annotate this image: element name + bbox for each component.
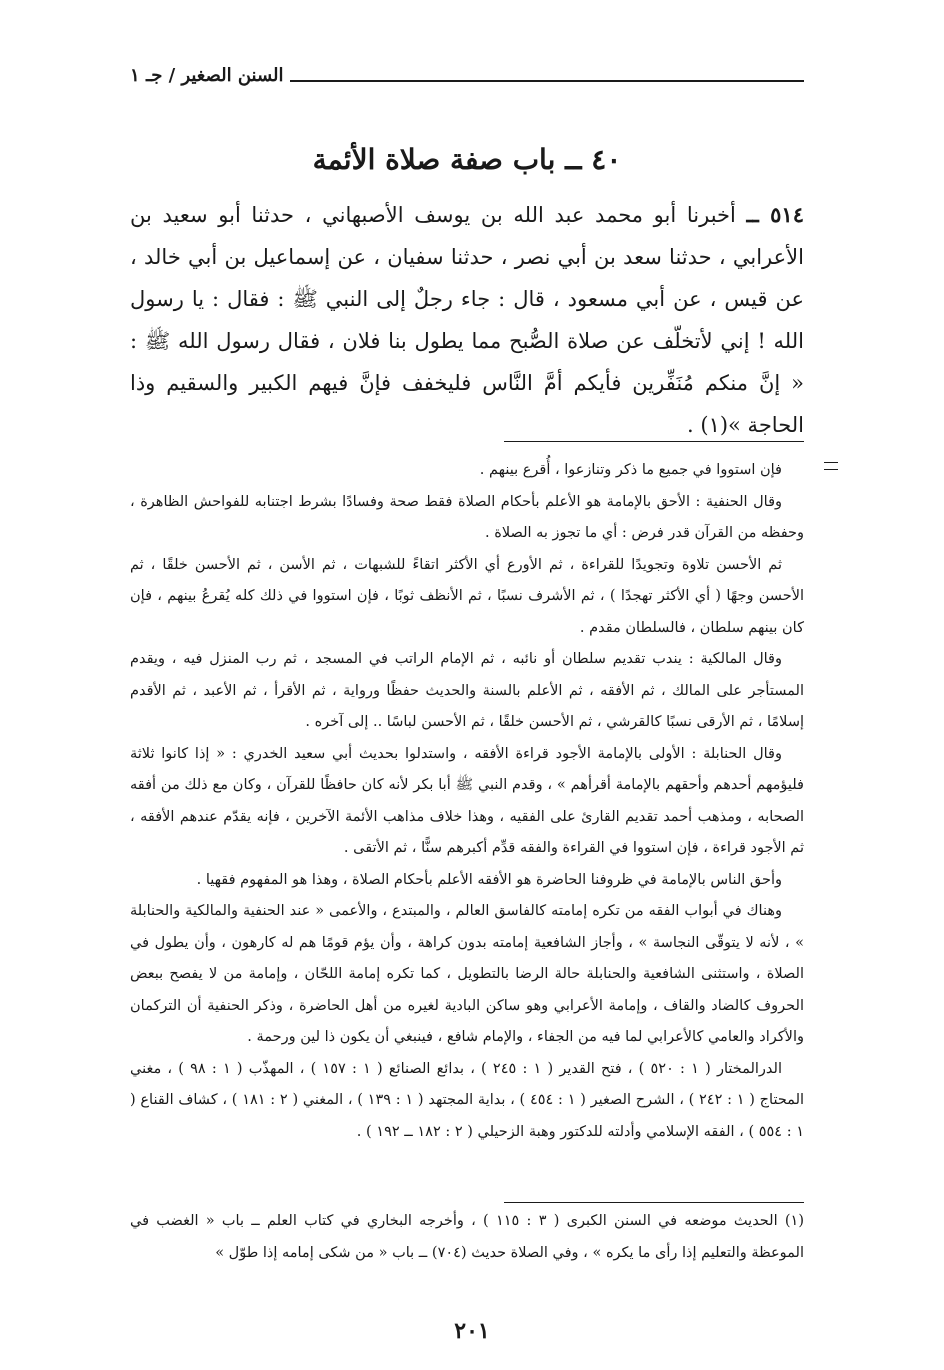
note-paragraph: وقال الحنابلة : الأولى بالإمامة الأجود قراءة الأفقه ، واستدلوا بحديث أبي سعيد الخدري : « إذا كانوا ثلاثة فليؤمهم أحدهم وأحقهم بالإمامة أقرأهم » ، وقدم النبي ﷺ أبا بكر لأنه كان حافظًا للقرآن ، وكان مع ذلك من أفقه الصحابه ، ومذهب أحمد تقديم القارئ على الفقيه ، وهذا خلاف مذاهب الأئمة الآخرين ، فإنه يقدّم عندهم الأفقه ، ثم الأجود قراءة ، فإن استووا في القراءة والفقه قدِّم أكبرهم سنًّا ، ثم الأتقى .	[130, 745, 804, 856]
footnote-block	[130, 1206, 804, 1269]
hadith-text-block	[130, 194, 804, 446]
running-header	[130, 62, 804, 86]
note-paragraph: وهناك في أبواب الفقه من تكره إمامته كالفاسق العالم ، والمبتدع ، والأعمى « عند الحنفية والمالكية والحنابلة » ، لأنه لا يتوقّى النجاسة » ، وأجاز الشافعية إمامته بدون كراهة ، وأن يؤم قومًا هم له كارهون ، وأن يطول في الصلاة ، واستثنى الشافعية والحنابلة حالة الرضا بالتطويل ، كما تكره إمامة اللحّان ، وإمامة من لا يفصح ببعض الحروف كالضاد والقاف ، وإمامة الأعرابي وهو ساكن البادية لغيره من أهل الحاضرة ، وذكر الحنفية أن التركمان والأكراد والعامي كالأعرابي لما فيه من الجفاء ، والإمام شافع ، فينبغي أن يكون ذا لين ورحمة .	[130, 903, 804, 1045]
hadith-number: ٥١٤ ــ	[746, 202, 804, 227]
footnote-divider	[504, 441, 804, 442]
running-title: السنن الصغير / جـ ١	[130, 65, 284, 86]
note-paragraph: وأحق الناس بالإمامة في ظروفنا الحاضرة هو الأفقه الأعلم بأحكام الصلاة ، وهذا هو المفهوم فقهيا .	[196, 871, 782, 888]
hadith-text: أخبرنا أبو محمد عبد الله بن يوسف الأصبهاني ، حدثنا أبو سعيد بن الأعرابي ، حدثنا سعد بن أبي نصر ، حدثنا سفيان ، عن إسماعيل بن أبي خالد ، عن قيس ، عن أبي مسعود ، قال : جاء رجلٌ إلى النبي ﷺ : فقال : يا رسول الله ! إني لأتخلّف عن صلاة الصُّبح مما يطول بنا فلان ، فقال رسول الله ﷺ : « إنَّ منكم مُنَفِّرين فأيكم أمَّ النَّاس فليخفف فإنَّ فيهم الكبير والسقيم وذا الحاجة »(١) .	[130, 203, 804, 437]
footnote-separator	[504, 1202, 804, 1203]
note-references: الدرالمختار ( ١ : ٥٢٠ ) ، فتح القدير ( ١ : ٢٤٥ ) ، بدائع الصنائع ( ١ : ١٥٧ ) ، المهذّب ( ١ : ٩٨ ) ، مغني المحتاج ( ١ : ٢٤٢ ) ، الشرح الصغير ( ١ : ٤٥٤ ) ، بداية المجتهد ( ١ : ١٣٩ ) ، المغني ( ٢ : ١٨١ ) ، كشاف القناع ( ١ : ٥٥٤ ) ، الفقه الإسلامي وأدلته للدكتور وهبة الزحيلي ( ٢ : ١٨٢ ــ ١٩٢ ) .	[130, 1060, 805, 1140]
note-paragraph: وقال المالكية : يندب تقديم سلطان أو نائبه ، ثم الإمام الراتب في المسجد ، ثم رب المنزل فيه ، ويقدم المستأجر على المالك ، ثم الأفقه ، ثم الأعلم بالسنة والحديث حفظًا ورواية ، ثم الأقرأ ، ثم الأعبد ، ثم الأقدم إسلامًا ، ثم الأرقى نسبًا كالقرشي ، ثم الأحسن خلقًا ، ثم الأحسن لباسًا .. إلى آخره .	[130, 651, 804, 730]
note-paragraph: ثم الأحسن تلاوة وتجويدًا للقراءة ، ثم الأورع أي الأكثر اتقاءً للشبهات ، ثم الأسن ، ثم الأحسن خلقًا ، ثم الأحسن وجهًا ( أي الأكثر تهجدًا ) ، ثم الأشرف نسبًا ، ثم الأنظف ثوبًا ، فإن استووا في ذلك كله يُقرعُ بينهم ، فإن كان بينهم سلطان ، فالسلطان مقدم .	[130, 556, 804, 636]
header-rule	[290, 80, 804, 82]
page-number: ٢٠١	[454, 1318, 490, 1344]
note-paragraph: فإن استووا في جميع ما ذكر وتنازعوا ، أُقرع بينهم .	[479, 462, 782, 478]
footnote-1: (١) الحديث موضعه في السنن الكبرى ( ٣ : ١١٥ ) ، وأخرجه البخاري في كتاب العلم ــ باب « الغضب في الموعظة والتعليم إذا رأى ما يكره » ، وفي الصلاة حديث (٧٠٤) ــ باب « من شكى إمامه إذا طوّل »	[130, 1213, 804, 1261]
notes-block	[130, 455, 804, 1148]
continuation-mark	[824, 462, 838, 470]
note-paragraph: وقال الحنفية : الأحق بالإمامة هو الأعلم بأحكام الصلاة فقط صحة وفسادًا بشرط اجتنابه للفواحش الظاهرة ، وحفظه من القرآن قدر فرض : أي ما تجوز به الصلاة .	[130, 493, 804, 541]
chapter-title: ٤٠ ــ باب صفة صلاة الأئمة	[312, 143, 622, 176]
